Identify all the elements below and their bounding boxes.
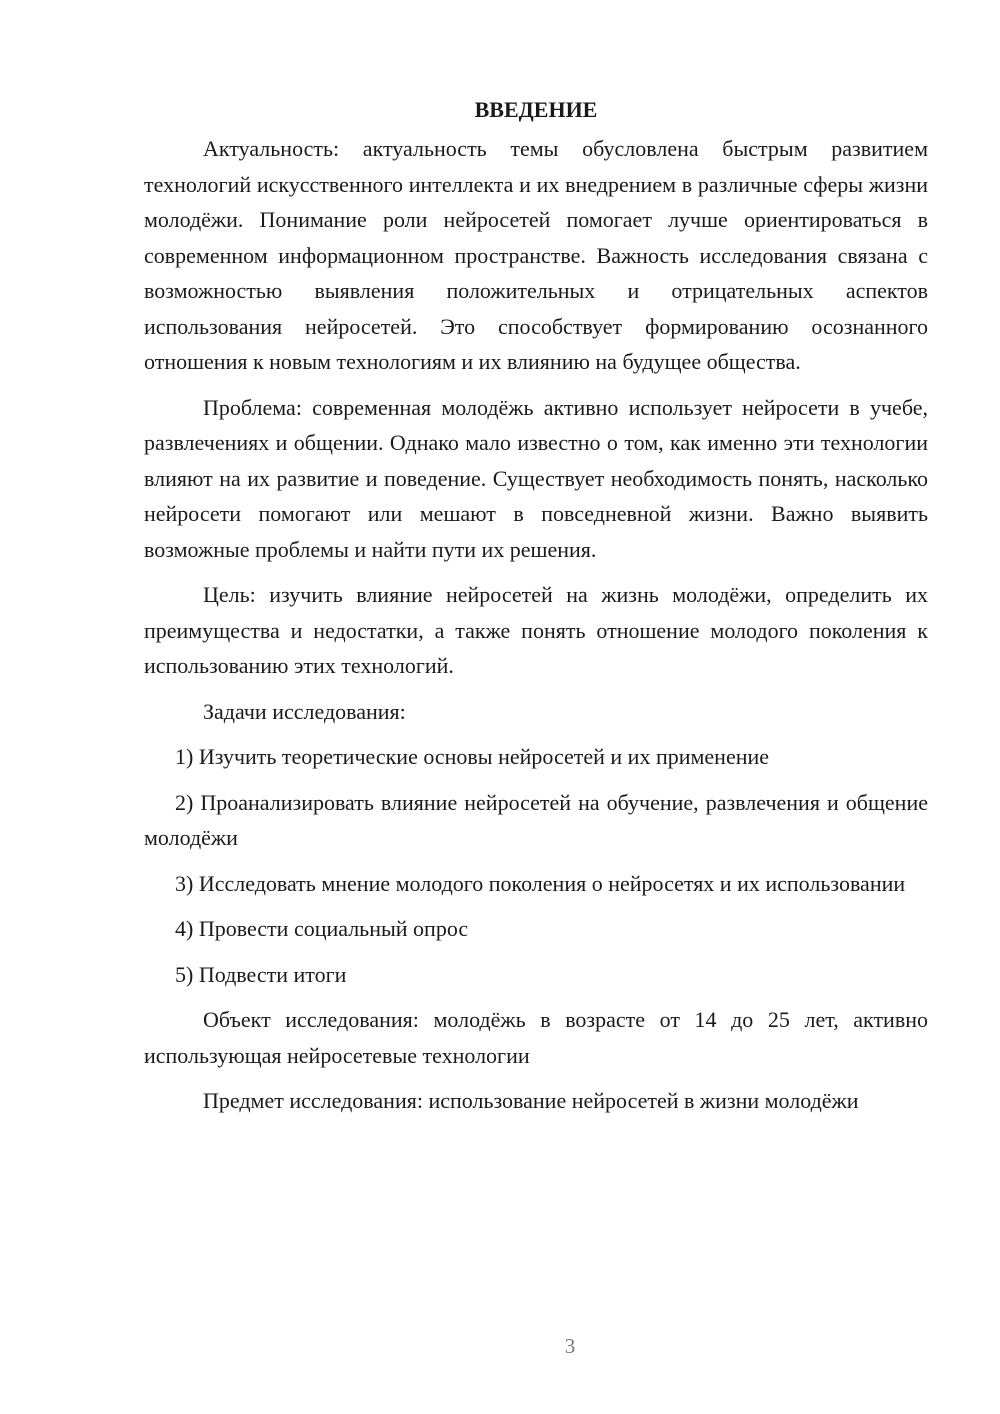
page-number: 3 (564, 1334, 576, 1358)
tasks-list (144, 739, 928, 992)
document-page (144, 92, 928, 1129)
relevance-paragraph: Актуальность: актуальность темы обусловлена быстрым развитием технологий искусственного интеллекта и их внедрением в различные сферы жизни молодёжи. Понимание роли нейросетей помогает лучше ориентироваться в современном информационном пространстве. Важность исследования связана с возможностью выявления положительных и отрицательных аспектов использования нейросетей. Это способствует формированию осознанного отношения к новым технологиям и их влиянию на будущее общества. (144, 136, 928, 374)
task-item-4: 4) Провести социальный опрос (175, 916, 469, 941)
object-paragraph: Объект исследования: молодёжь в возрасте от 14 до 25 лет, активно использующая нейросетевые технологии (144, 1007, 928, 1068)
problem-paragraph: Проблема: современная молодёжь активно использует нейросети в учебе, развлечениях и общении. Однако мало известно о том, как именно эти технологии влияют на их развитие и поведение. Существует необходимость понять, насколько нейросети помогают или мешают в повседневной жизни. Важно выявить возможные проблемы и найти пути их решения. (144, 394, 928, 562)
task-item-2: 2) Проанализировать влияние нейросетей на обучение, развлечения и общение молодёжи (144, 789, 928, 850)
task-item-1: 1) Изучить теоретические основы нейросетей и их применение (175, 744, 770, 769)
task-item-5: 5) Подвести итоги (175, 961, 347, 987)
page-title: ВВЕДЕНИЕ (474, 97, 598, 122)
subject-paragraph: Предмет исследования: использование нейросетей в жизни молодёжи (203, 1088, 859, 1113)
tasks-heading: Задачи исследования: (203, 698, 406, 724)
task-item-3: 3) Исследовать мнение молодого поколения о нейросетях и их использовании (175, 870, 906, 896)
goal-paragraph: Цель: изучить влияние нейросетей на жизнь молодёжи, определить их преимущества и недостатки, а также понять отношение молодого поколения к использованию этих технологий. (144, 582, 928, 678)
